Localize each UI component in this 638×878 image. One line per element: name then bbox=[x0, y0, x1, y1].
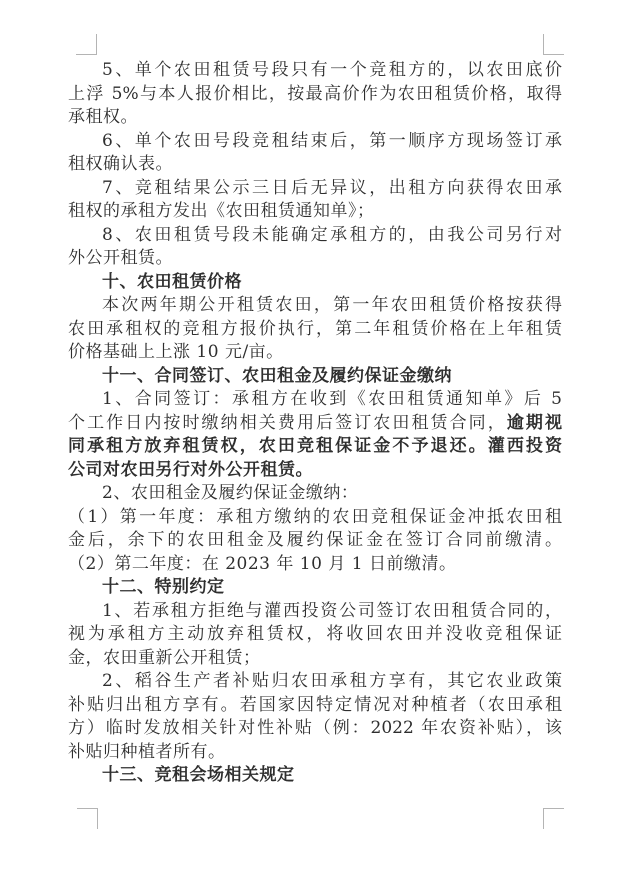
text-segment: 公司对农田另行对外公开租赁。 bbox=[68, 459, 313, 480]
text-line bbox=[68, 741, 562, 765]
text-segment: 补贴归种植者所有。 bbox=[68, 741, 226, 762]
text-line bbox=[68, 83, 562, 107]
crop-mark-bottom-left-icon bbox=[77, 808, 98, 829]
text-line bbox=[68, 482, 562, 506]
text-segment: 2、稻谷生产者补贴归农田承租方享有，其它农业政策 bbox=[102, 671, 562, 691]
text-segment: 上浮 5%与本人报价相比，按最高价作为农田租赁价格，取得 bbox=[68, 83, 562, 104]
text-line bbox=[68, 318, 562, 342]
text-line bbox=[68, 553, 562, 577]
text-segment: 十三、竞租会场相关规定 bbox=[102, 765, 295, 785]
text-segment: 十、农田租赁价格 bbox=[102, 271, 242, 292]
text-line bbox=[68, 623, 562, 647]
crop-mark-bottom-right-icon bbox=[543, 808, 564, 829]
text-segment: 1、合同签订：承租方在收到《农田租赁通知单》后 5 bbox=[102, 389, 562, 409]
text-line bbox=[68, 106, 562, 130]
text-segment: （2）第二年度：在 2023 年 10 月 1 日前缴清。 bbox=[68, 553, 457, 574]
text-line bbox=[68, 576, 562, 600]
text-line bbox=[68, 294, 562, 318]
document-body bbox=[68, 59, 562, 788]
text-segment: 1、若承租方拒绝与灌西投资公司签订农田租赁合同的， bbox=[102, 600, 562, 621]
text-segment: （1）第一年度：承租方缴纳的农田竞租保证金冲抵农田租 bbox=[68, 506, 562, 527]
text-segment: 租权确认表。 bbox=[68, 154, 173, 174]
text-segment: 本次两年期公开租赁农田，第一年农田租赁价格按获得 bbox=[102, 295, 562, 315]
text-segment: 补贴归出租方享有。若国家因特定情况对种植者（农田承租 bbox=[68, 694, 562, 715]
text-segment: 金，农田重新公开租赁； bbox=[68, 647, 261, 668]
text-segment: 租权的承租方发出《农田租赁通知单》； bbox=[68, 201, 375, 221]
text-line bbox=[68, 459, 562, 483]
text-segment: 6、单个农田号段竞租结束后，第一顺序方现场签订承 bbox=[102, 130, 562, 151]
text-line bbox=[68, 200, 562, 224]
text-segment: 同承租方放弃租赁权，农田竞租保证金不予退还。灌西投资 bbox=[68, 436, 562, 456]
crop-mark-top-left-icon bbox=[76, 34, 97, 55]
text-segment: 承租权。 bbox=[68, 107, 138, 127]
text-line bbox=[68, 388, 562, 412]
text-line bbox=[68, 600, 562, 624]
text-segment: 方）临时发放相关针对性补贴（例：2022 年农资补贴），该 bbox=[68, 718, 562, 738]
text-line bbox=[68, 177, 562, 201]
text-segment: 视为承租方主动放弃租赁权，将收回农田并没收竞租保证 bbox=[68, 624, 562, 644]
text-line bbox=[68, 341, 562, 365]
text-segment: 农田承租权的竞租方报价执行，第二年租赁价格在上年租赁 bbox=[68, 318, 562, 339]
text-line bbox=[68, 247, 562, 271]
text-line bbox=[68, 764, 562, 788]
crop-mark-top-right-icon bbox=[543, 34, 564, 55]
text-line bbox=[68, 224, 562, 248]
text-segment: 价格基础上上涨 10 元/亩。 bbox=[68, 342, 284, 362]
text-segment: 8、农田租赁号段未能确定承租方的，由我公司另行对 bbox=[102, 224, 562, 245]
text-line bbox=[68, 153, 562, 177]
text-line bbox=[68, 670, 562, 694]
text-line bbox=[68, 529, 562, 553]
text-line bbox=[68, 694, 562, 718]
text-line bbox=[68, 412, 562, 436]
text-line bbox=[68, 506, 562, 530]
text-line bbox=[68, 435, 562, 459]
text-segment: 十一、合同签订、农田租金及履约保证金缴纳 bbox=[102, 365, 452, 386]
text-line bbox=[68, 271, 562, 295]
text-segment: 逾期视 bbox=[506, 412, 562, 433]
text-line bbox=[68, 647, 562, 671]
text-segment: 5、单个农田租赁号段只有一个竞租方的，以农田底价 bbox=[102, 60, 562, 80]
text-line bbox=[68, 365, 562, 389]
text-segment: 金后，余下的农田租金及履约保证金在签订合同前缴清。 bbox=[68, 530, 562, 550]
text-segment: 7、竞租结果公示三日后无异议，出租方向获得农田承 bbox=[102, 177, 562, 198]
text-segment: 2、农田租金及履约保证金缴纳： bbox=[102, 483, 359, 503]
text-line bbox=[68, 717, 562, 741]
text-line bbox=[68, 130, 562, 154]
text-segment: 个工作日内按时缴纳相关费用后签订农田租赁合同， bbox=[68, 412, 507, 433]
text-line bbox=[68, 59, 562, 83]
text-segment: 十二、特别约定 bbox=[102, 577, 225, 597]
text-segment: 外公开租赁。 bbox=[68, 248, 173, 268]
